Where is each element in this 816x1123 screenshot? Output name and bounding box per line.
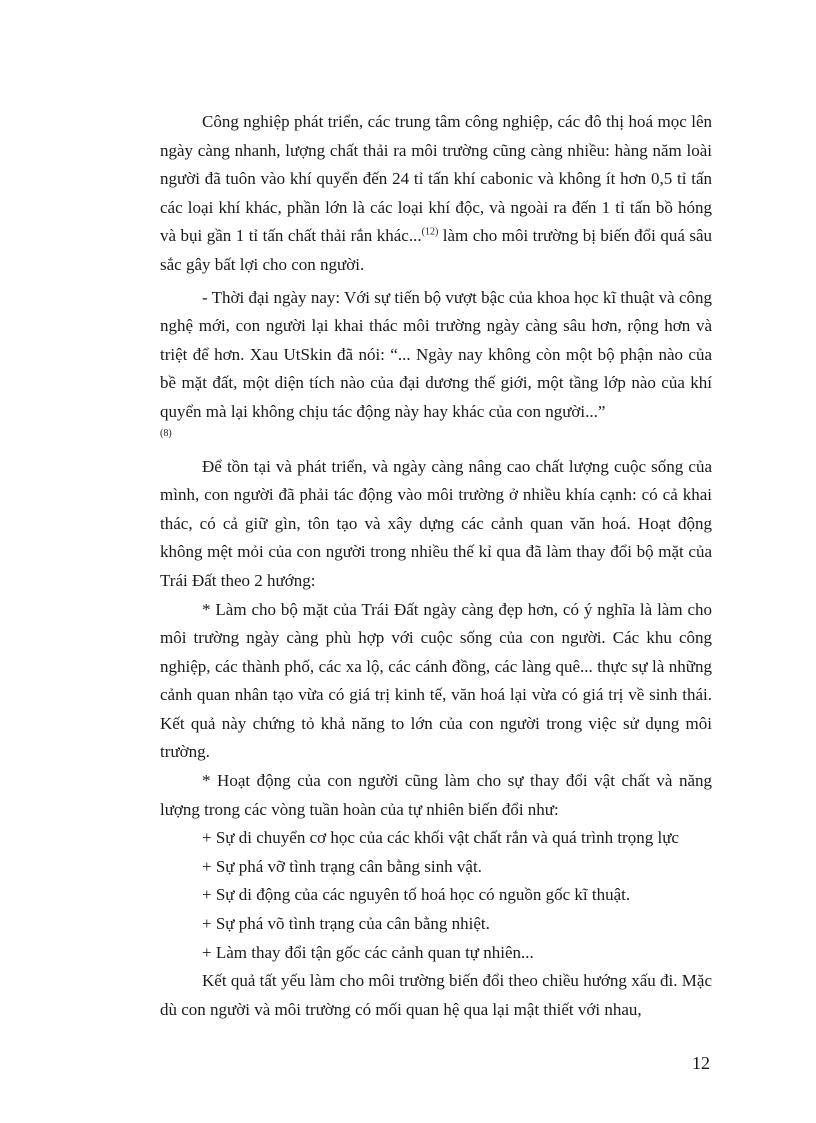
paragraph-positive-direction [160,596,712,768]
paragraph-text: * Hoạt động của con người cũng làm cho sự thay đổi vật chất và năng lượng trong các vòng tuần hoàn của tự nhiên biến đổi như: [160,771,712,819]
list-item: + Sự phá vỡ tình trạng cân bằng sinh vật. [202,856,482,876]
paragraph-text: * Làm cho bộ mặt của Trái Đất ngày càng đẹp hơn, có ý nghĩa là làm cho môi trường ngày càng phù hợp với cuộc sống của con người. Các khu công nghiệp, các thành phố, các xa lộ, các cánh đồng, các làng quê... thực sự là những cảnh quan nhân tạo vừa có giá trị kinh tế, văn hoá lại vừa có giá trị về sinh thái. Kết quả này chứng tỏ khả năng to lớn của con người trong việc sử dụng môi trường. [160,599,712,762]
citation-marker: (12) [421,226,439,238]
list-item: + Sự di chuyển cơ học của các khối vật chất rắn và quá trình trọng lực [202,828,679,848]
list-item: + Sự phá võ tình trạng của cân bằng nhiệt. [202,914,490,934]
paragraph-text-tail: làm cho môi trường bị biến đổi quá sâu sắc gây bất lợi cho con người. [160,226,712,274]
paragraph-text: Kết quả tất yếu làm cho môi trường biến đổi theo chiều hướng xấu đi. Mặc dù con người và môi trường có mối quan hệ qua lại mật thiết với nhau, [160,971,712,1019]
change-list [160,824,712,967]
list-item: + Làm thay đổi tận gốc các cảnh quan tự nhiên... [202,942,534,962]
paragraph-text: Để tồn tại và phát triển, và ngày càng nâng cao chất lượng cuộc sống của mình, con người đã phải tác động vào môi trường ở nhiều khía cạnh: có cả khai thác, có cả giữ gìn, tôn tạo và xây dựng các cảnh quan văn hoá. Hoạt động không mệt mỏi của con người trong nhiều thế kỉ qua đã làm thay đổi bộ mặt của Trái Đất theo 2 hướng: [160,456,712,590]
paragraph-negative-direction [160,767,712,824]
paragraph-human-impact [160,453,712,596]
paragraph-conclusion [160,967,712,1024]
paragraph-text: Công nghiệp phát triển, các trung tâm công nghiệp, các đô thị hoá mọc lên ngày càng nhanh, lượng chất thải ra môi trường cũng càng nhiều: hàng năm loài người đã tuôn vào khí quyển đến 24 tỉ tấn khí cabonic và không ít hơn 0,5 tỉ tấn các loại khí khác, phần lớn là các loại khí độc, và ngoài ra đến 1 tỉ tấn bồ hóng và bụi gần 1 tỉ tấn chất thải rắn khác... [160,112,712,246]
page-number: 12 [692,1053,710,1073]
paragraph-text: - Thời đại ngày nay: Với sự tiến bộ vượt bậc của khoa học kĩ thuật và công nghệ mới, con người lại khai thác môi trường ngày càng sâu hơn, rộng hơn và triệt để hơn. Xau UtSkin đã nói: “... Ngày nay không còn một bộ phận nào của bề mặt đất, một diện tích nào của đại dương thế giới, một tầng lớp nào của khí quyển mà lại không chịu tác động này hay khác của con người...” [160,287,712,421]
document-body [160,108,712,1024]
paragraph-modern-era [160,284,712,427]
paragraph-industrial-waste [160,108,712,280]
list-item: + Sự di động của các nguyên tố hoá học có nguồn gốc kĩ thuật. [202,885,631,905]
citation-marker: (8) [160,427,172,439]
